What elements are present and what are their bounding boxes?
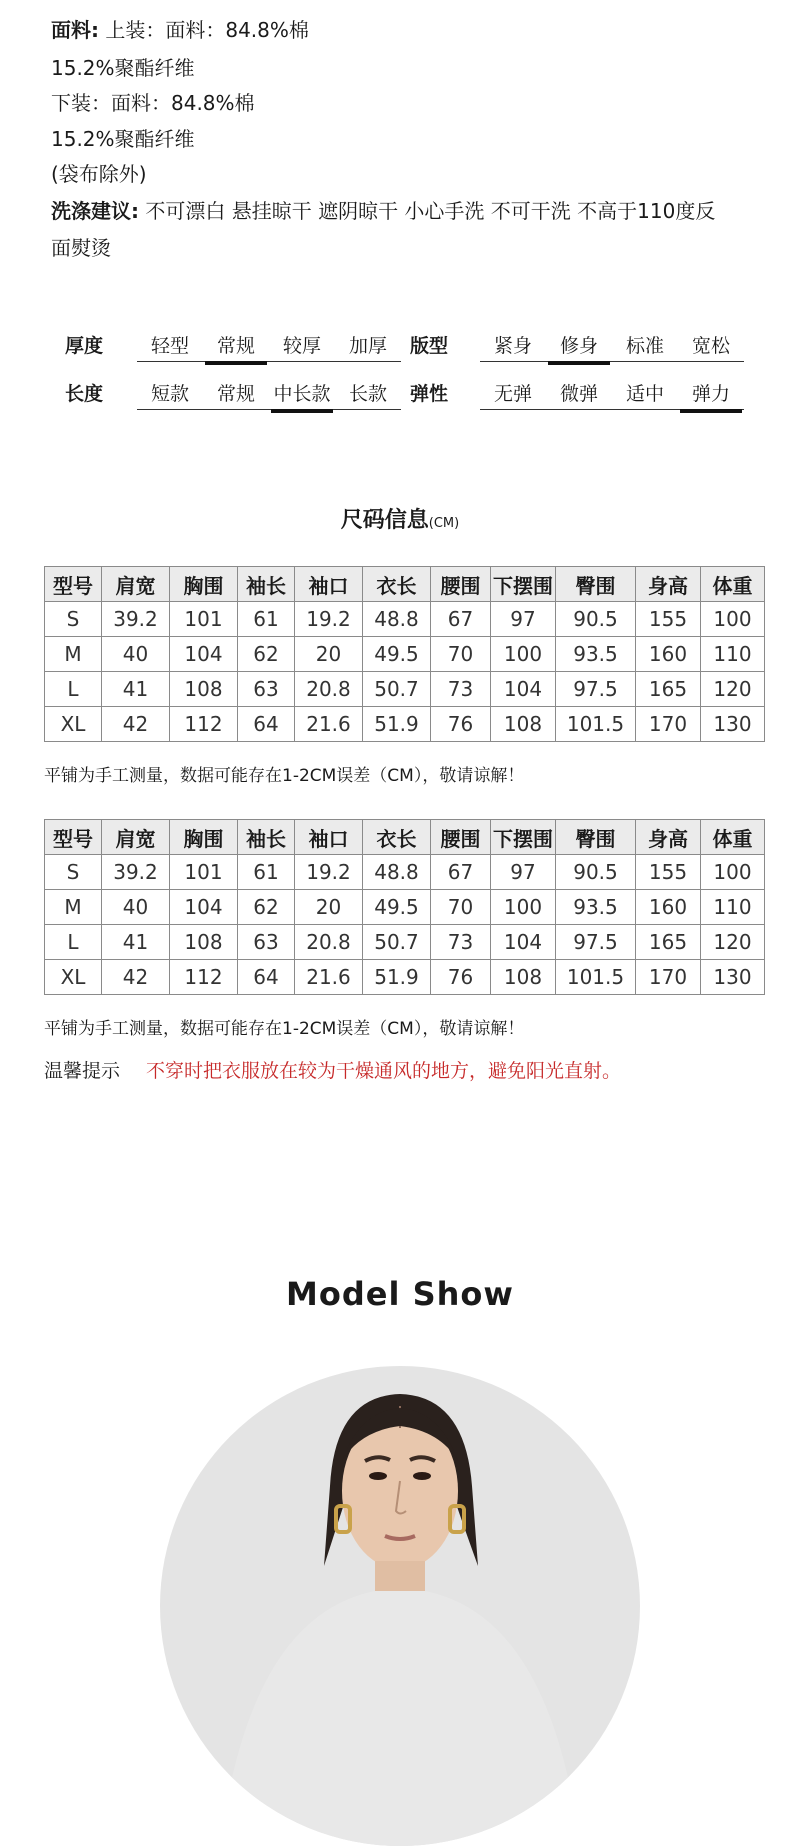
wash-text: 不可漂白 悬挂晾干 遮阴晾干 小心手洗 不可干洗 不高于110度反 — [145, 199, 716, 223]
table-cell: 112 — [170, 960, 238, 995]
elasticity-label: 弹性 — [410, 383, 449, 405]
table-cell: 93.5 — [556, 890, 636, 925]
table-row — [45, 855, 765, 890]
thickness-option: 常规 — [203, 331, 269, 361]
table-cell: 104 — [491, 672, 556, 707]
table-header-cell: 下摆围 — [491, 567, 556, 602]
table-cell: 104 — [491, 925, 556, 960]
table-header-cell: 袖长 — [238, 820, 295, 855]
table-cell: 100 — [491, 890, 556, 925]
table-cell: M — [45, 890, 102, 925]
table-cell: 90.5 — [556, 602, 636, 637]
table-row — [45, 960, 765, 995]
table-cell: 48.8 — [363, 855, 431, 890]
table-cell: 101 — [170, 855, 238, 890]
table-header-row — [45, 567, 765, 602]
model-photo — [160, 1366, 640, 1846]
table-cell: 101.5 — [556, 960, 636, 995]
table-cell: 76 — [431, 707, 491, 742]
elasticity-option: 微弹 — [559, 383, 598, 405]
table-cell: 21.6 — [295, 960, 363, 995]
table-header-cell: 体重 — [701, 820, 765, 855]
table-cell: 41 — [102, 672, 170, 707]
fit-label: 版型 — [410, 335, 449, 357]
table-row — [45, 672, 765, 707]
table-header-cell: 袖长 — [238, 567, 295, 602]
thickness-option: 加厚 — [348, 335, 387, 357]
elasticity-options — [480, 379, 744, 410]
table-cell: 19.2 — [295, 602, 363, 637]
table-cell: 50.7 — [363, 672, 431, 707]
table-cell: 101 — [170, 602, 238, 637]
table-cell: 165 — [636, 672, 701, 707]
table-row — [45, 707, 765, 742]
table-cell: 39.2 — [102, 602, 170, 637]
table-cell: S — [45, 855, 102, 890]
table-header-cell: 型号 — [45, 820, 102, 855]
elasticity-option: 无弹 — [493, 383, 532, 405]
table-header-cell: 肩宽 — [102, 820, 170, 855]
table-cell: 67 — [431, 855, 491, 890]
length-option: 长款 — [348, 383, 387, 405]
model-illustration — [160, 1366, 640, 1846]
table-cell: 130 — [701, 707, 765, 742]
fit-option: 紧身 — [493, 335, 532, 357]
table-cell: 20.8 — [295, 672, 363, 707]
model-show-title: Model Show — [286, 1275, 514, 1313]
table-header-cell: 胸围 — [170, 820, 238, 855]
elasticity-option: 弹力 — [678, 379, 744, 409]
elasticity-option: 适中 — [625, 383, 664, 405]
table-cell: 70 — [431, 637, 491, 672]
table-cell: 97.5 — [556, 925, 636, 960]
table-header-cell: 胸围 — [170, 567, 238, 602]
table-cell: 108 — [170, 925, 238, 960]
table-cell: 64 — [238, 960, 295, 995]
table-cell: 108 — [491, 960, 556, 995]
table-cell: 62 — [238, 890, 295, 925]
table-cell: S — [45, 602, 102, 637]
table-header-cell: 袖口 — [295, 567, 363, 602]
length-options — [137, 379, 401, 410]
table-cell: 73 — [431, 672, 491, 707]
table-cell: 20 — [295, 637, 363, 672]
fabric-bottom-text: 下装：面料：84.8%棉 — [51, 91, 255, 115]
wash-label: 洗涤建议: — [51, 199, 139, 223]
thickness-option: 较厚 — [282, 335, 321, 357]
length-option: 常规 — [216, 383, 255, 405]
measurement-note-repeat: 平铺为手工测量，数据可能存在1-2CM误差（CM），敬请谅解！ — [44, 1019, 525, 1039]
table-cell: 100 — [491, 637, 556, 672]
size-table — [44, 566, 765, 742]
table-row — [45, 890, 765, 925]
table-cell: 101.5 — [556, 707, 636, 742]
table-header-row — [45, 820, 765, 855]
table-cell: XL — [45, 707, 102, 742]
tip-label: 温馨提示 — [44, 1060, 121, 1082]
table-cell: 40 — [102, 637, 170, 672]
table-cell: 97.5 — [556, 672, 636, 707]
table-cell: 50.7 — [363, 925, 431, 960]
table-header-cell: 腰围 — [431, 820, 491, 855]
table-cell: 61 — [238, 602, 295, 637]
length-option: 短款 — [150, 383, 189, 405]
table-cell: 51.9 — [363, 960, 431, 995]
table-cell: M — [45, 637, 102, 672]
table-cell: 108 — [491, 707, 556, 742]
table-cell: 19.2 — [295, 855, 363, 890]
table-header-cell: 肩宽 — [102, 567, 170, 602]
table-cell: 67 — [431, 602, 491, 637]
table-cell: 104 — [170, 637, 238, 672]
table-cell: L — [45, 925, 102, 960]
table-cell: XL — [45, 960, 102, 995]
table-cell: 20 — [295, 890, 363, 925]
length-label: 长度 — [65, 383, 104, 405]
table-header-cell: 身高 — [636, 567, 701, 602]
table-cell: 120 — [701, 925, 765, 960]
fabric-exclusion: (袋布除外) — [51, 162, 147, 186]
table-cell: 76 — [431, 960, 491, 995]
table-cell: 63 — [238, 925, 295, 960]
table-header-cell: 臀围 — [556, 820, 636, 855]
table-cell: 73 — [431, 925, 491, 960]
table-cell: 100 — [701, 602, 765, 637]
thickness-label: 厚度 — [65, 335, 104, 357]
fit-option: 宽松 — [691, 335, 730, 357]
table-cell: 61 — [238, 855, 295, 890]
table-cell: 160 — [636, 637, 701, 672]
table-cell: 51.9 — [363, 707, 431, 742]
thickness-option: 轻型 — [150, 335, 189, 357]
table-cell: 170 — [636, 707, 701, 742]
fit-option: 标准 — [625, 335, 664, 357]
fit-option: 修身 — [546, 331, 612, 361]
table-cell: 97 — [491, 855, 556, 890]
fabric-bottom-composition: 15.2%聚酯纤维 — [51, 127, 195, 151]
table-cell: 39.2 — [102, 855, 170, 890]
table-row — [45, 637, 765, 672]
fabric-label: 面料: — [51, 18, 99, 42]
table-cell: 62 — [238, 637, 295, 672]
table-cell: 20.8 — [295, 925, 363, 960]
table-cell: 21.6 — [295, 707, 363, 742]
fabric-top-text: 上装：面料：84.8%棉 — [105, 18, 309, 42]
wash-line — [51, 198, 715, 224]
table-cell: 108 — [170, 672, 238, 707]
size-table-repeat — [44, 819, 765, 995]
table-cell: 120 — [701, 672, 765, 707]
table-header-cell: 腰围 — [431, 567, 491, 602]
table-cell: 110 — [701, 890, 765, 925]
table-cell: 70 — [431, 890, 491, 925]
table-cell: 100 — [701, 855, 765, 890]
table-cell: 93.5 — [556, 637, 636, 672]
size-info-title-text: 尺码信息 — [340, 508, 429, 533]
table-cell: 42 — [102, 707, 170, 742]
table-header-cell: 臀围 — [556, 567, 636, 602]
table-cell: L — [45, 672, 102, 707]
table-cell: 97 — [491, 602, 556, 637]
size-info-title — [0, 503, 800, 534]
table-cell: 64 — [238, 707, 295, 742]
table-cell: 49.5 — [363, 637, 431, 672]
table-cell: 90.5 — [556, 855, 636, 890]
length-option: 中长款 — [269, 379, 335, 409]
table-header-cell: 型号 — [45, 567, 102, 602]
table-row — [45, 925, 765, 960]
tip-text: 不穿时把衣服放在较为干燥通风的地方，避免阳光直射。 — [146, 1060, 622, 1082]
size-info-unit: (CM) — [428, 516, 460, 531]
table-cell: 155 — [636, 602, 701, 637]
table-cell: 155 — [636, 855, 701, 890]
table-cell: 165 — [636, 925, 701, 960]
measurement-note: 平铺为手工测量，数据可能存在1-2CM误差（CM），敬请谅解！ — [44, 766, 525, 786]
table-cell: 112 — [170, 707, 238, 742]
table-header-cell: 衣长 — [363, 567, 431, 602]
table-header-cell: 衣长 — [363, 820, 431, 855]
table-cell: 42 — [102, 960, 170, 995]
fabric-line-top — [51, 17, 309, 43]
table-cell: 49.5 — [363, 890, 431, 925]
table-cell: 130 — [701, 960, 765, 995]
thickness-options — [137, 331, 401, 362]
table-header-cell: 身高 — [636, 820, 701, 855]
fabric-top-composition: 15.2%聚酯纤维 — [51, 56, 195, 80]
table-header-cell: 体重 — [701, 567, 765, 602]
table-cell: 170 — [636, 960, 701, 995]
table-header-cell: 下摆围 — [491, 820, 556, 855]
table-cell: 48.8 — [363, 602, 431, 637]
table-row — [45, 602, 765, 637]
table-cell: 63 — [238, 672, 295, 707]
table-cell: 41 — [102, 925, 170, 960]
table-header-cell: 袖口 — [295, 820, 363, 855]
table-cell: 104 — [170, 890, 238, 925]
table-cell: 110 — [701, 637, 765, 672]
wash-text-cont: 面熨烫 — [51, 236, 111, 260]
table-cell: 40 — [102, 890, 170, 925]
fit-options — [480, 331, 744, 362]
table-cell: 160 — [636, 890, 701, 925]
